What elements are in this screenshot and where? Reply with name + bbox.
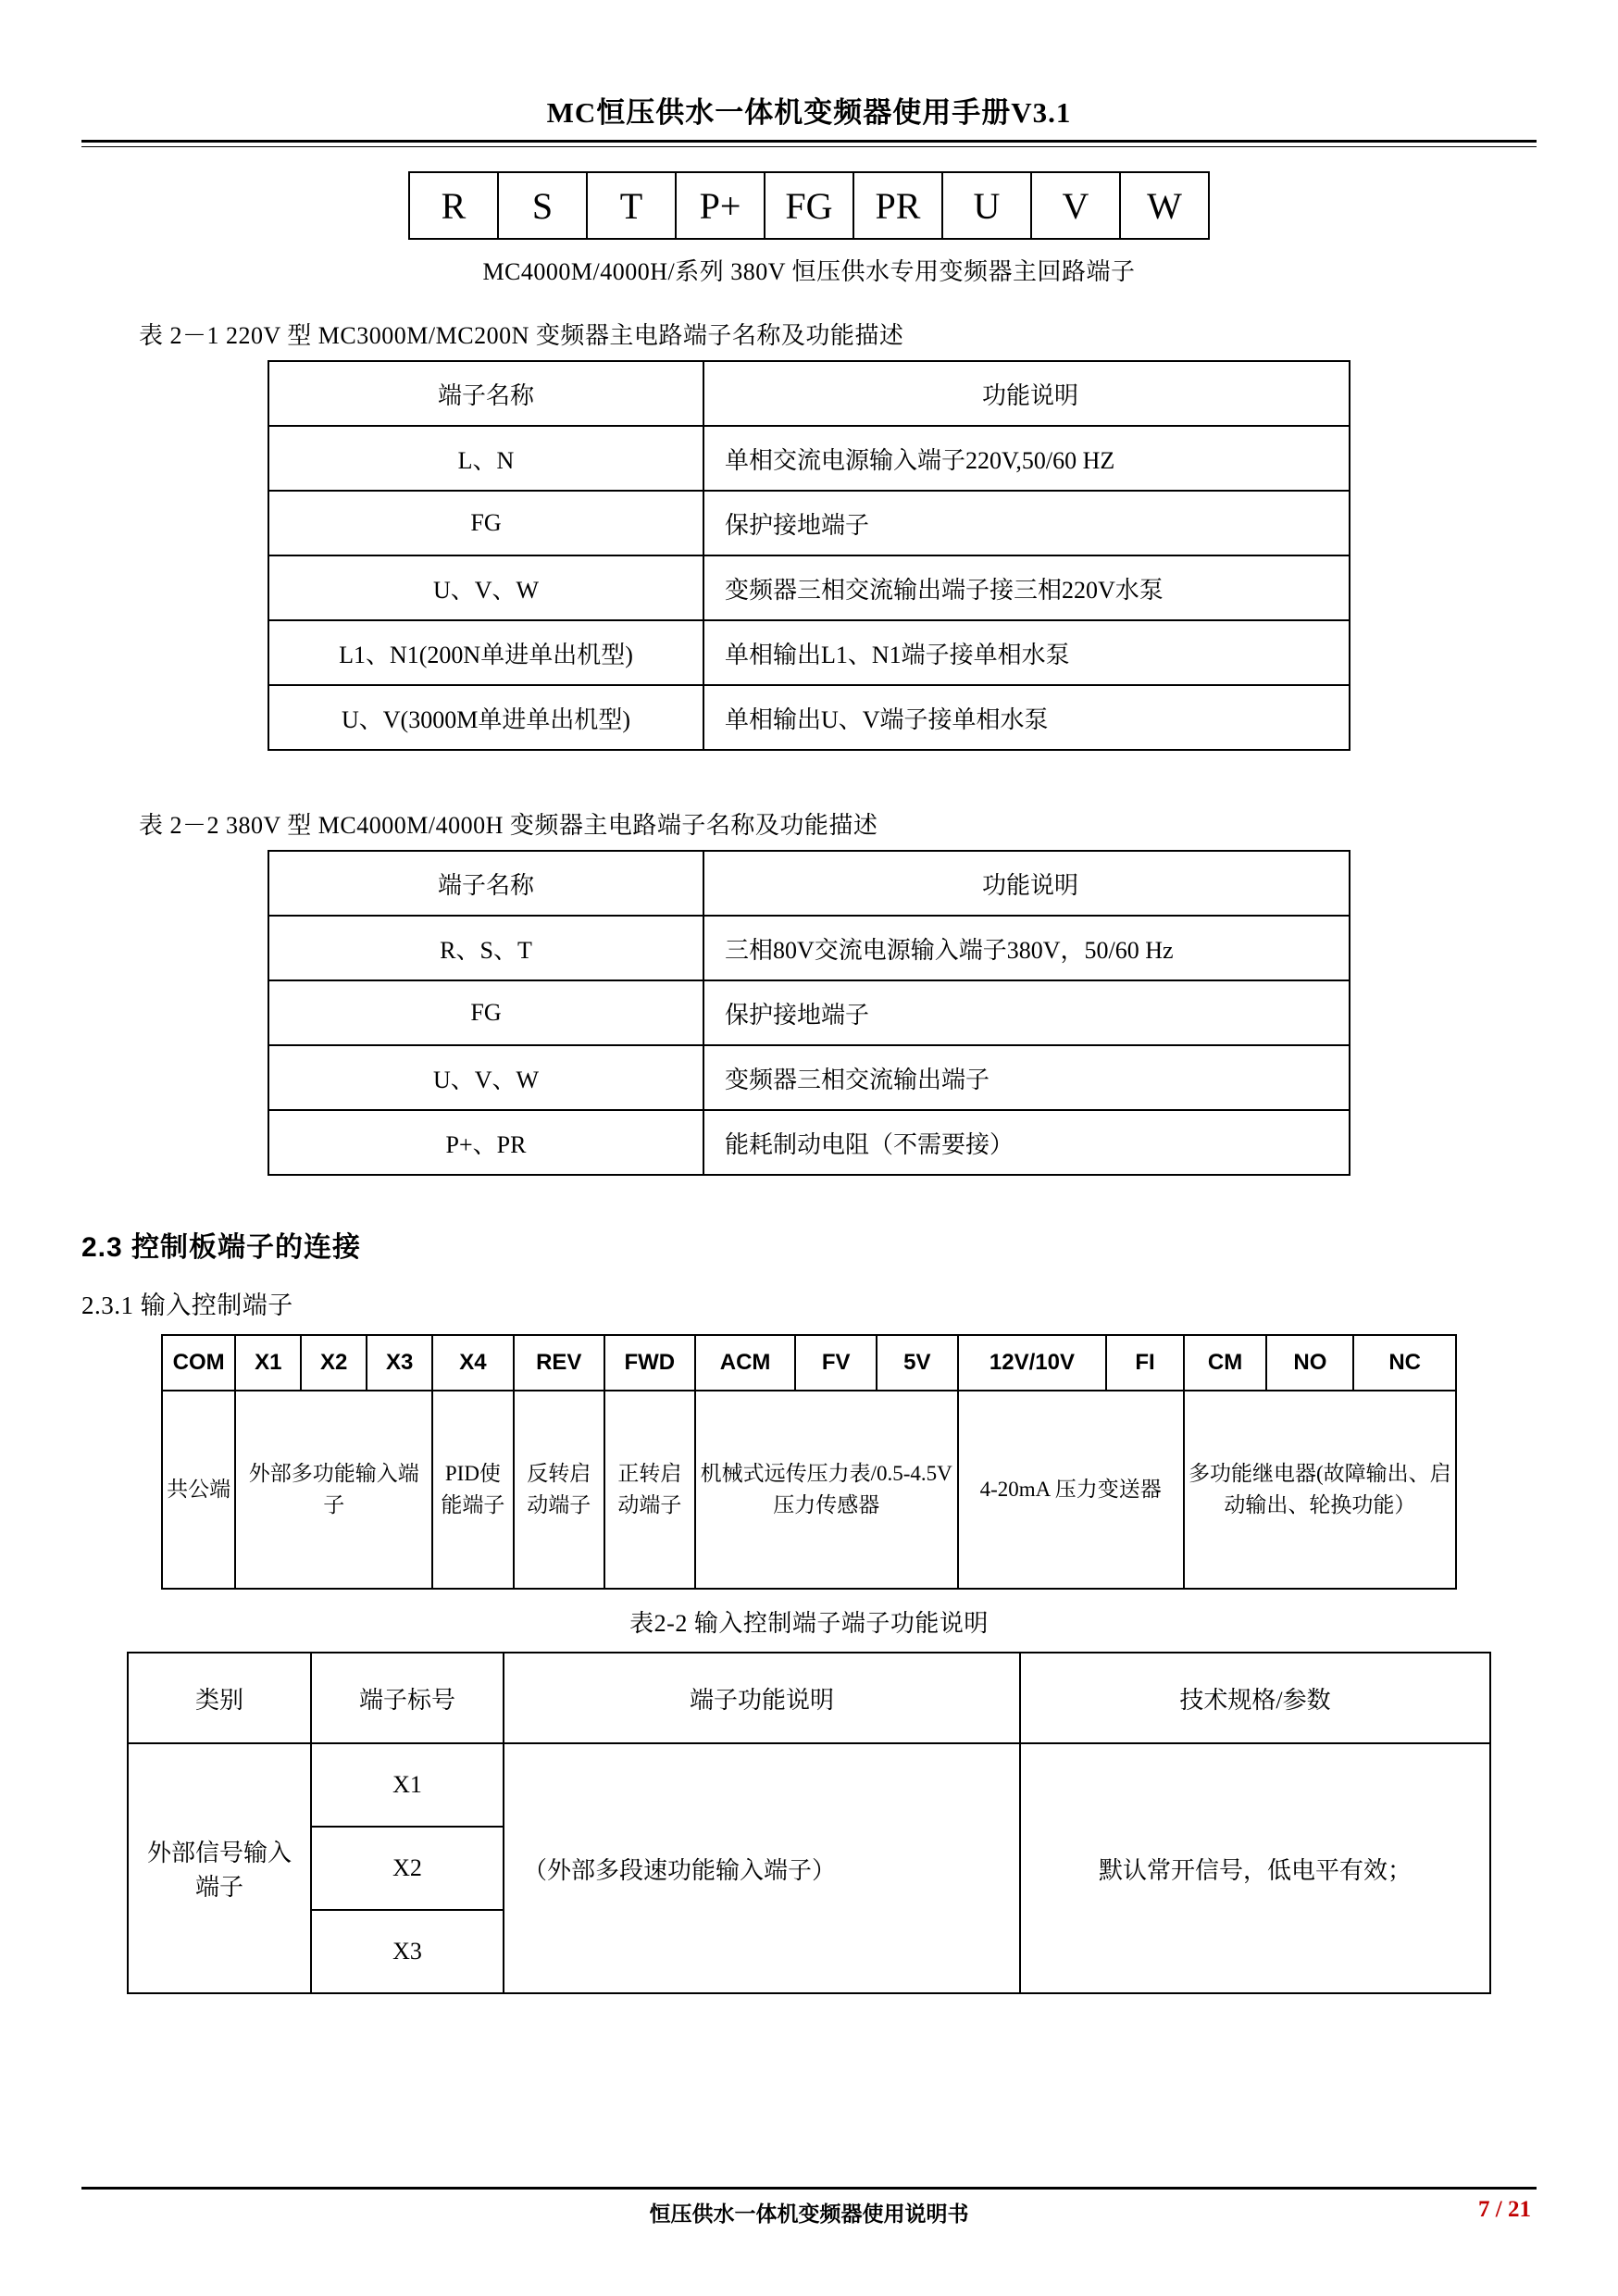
- table-row: [268, 1045, 1350, 1110]
- table-row: [268, 555, 1350, 620]
- table-row: [268, 1110, 1350, 1175]
- table-2-2-main: [268, 850, 1350, 1176]
- table-cell-function: 三相80V交流电源输入端子380V，50/60 Hz: [703, 916, 1350, 980]
- table-header-category: 类别: [128, 1653, 311, 1743]
- table-header-cell: 端子名称: [268, 361, 703, 426]
- terminal-cell: P+: [676, 172, 765, 239]
- terminal-strip-row: [409, 172, 1209, 239]
- io-header-rev: REV: [514, 1335, 604, 1391]
- table-header-spec: 技术规格/参数: [1020, 1653, 1490, 1743]
- table-header-cell: 功能说明: [703, 361, 1350, 426]
- terminal-cell: V: [1031, 172, 1120, 239]
- document-header-title: MC恒压供水一体机变频器使用手册V3.1: [546, 96, 1072, 129]
- terminal-cell: U: [942, 172, 1031, 239]
- io-header-nc: NC: [1353, 1335, 1456, 1391]
- io-header-fv: FV: [795, 1335, 877, 1391]
- input-terminal-table-caption: 表2-2 输入控制端子端子功能说明: [629, 1610, 989, 1637]
- io-header-5v: 5V: [877, 1335, 958, 1391]
- table-row: [268, 851, 1350, 916]
- terminal-function-table: [127, 1652, 1491, 1994]
- table-cell-function: 变频器三相交流输出端子接三相220V水泵: [703, 555, 1350, 620]
- table-row: [268, 620, 1350, 685]
- io-cell-pressure-desc: 机械式远传压力表/0.5-4.5V 压力传感器: [695, 1391, 958, 1589]
- io-cell-com-desc: 共公端: [162, 1391, 235, 1589]
- table-cell-function: 单相交流电源输入端子220V,50/60 HZ: [703, 426, 1350, 491]
- footer-divider: [81, 2187, 1537, 2190]
- terminal-cell: FG: [765, 172, 853, 239]
- table-row: [128, 1743, 1490, 1827]
- table-row: [268, 361, 1350, 426]
- table-cell-function: 能耗制动电阻（不需要接）: [703, 1110, 1350, 1175]
- table-header-cell: 端子名称: [268, 851, 703, 916]
- io-header-acm: ACM: [695, 1335, 796, 1391]
- table-cell-terminal: L、N: [268, 426, 703, 491]
- io-header-12v10v: 12V/10V: [958, 1335, 1107, 1391]
- table-row: [268, 685, 1350, 750]
- table-header-row: [128, 1653, 1490, 1743]
- io-cell-rev-desc: 反转启动端子: [514, 1391, 604, 1589]
- table-cell-terminal: P+、PR: [268, 1110, 703, 1175]
- subsection-heading-2-3-1: 2.3.1 输入控制端子: [81, 1292, 293, 1319]
- table-cell-terminal: FG: [268, 491, 703, 555]
- terminal-cell: PR: [853, 172, 942, 239]
- terminal-cell: R: [409, 172, 498, 239]
- page-number: 7 / 21: [1478, 2197, 1531, 2222]
- section-heading-2-3: 2.3 控制板端子的连接: [81, 1232, 362, 1263]
- terminal-cell: W: [1120, 172, 1209, 239]
- table-header-terminal-no: 端子标号: [311, 1653, 504, 1743]
- io-header-x3: X3: [367, 1335, 432, 1391]
- io-header-no: NO: [1266, 1335, 1353, 1391]
- table-row: [268, 426, 1350, 491]
- io-header-x4: X4: [432, 1335, 514, 1391]
- table-row: [268, 916, 1350, 980]
- table-cell-function: 单相输出L1、N1端子接单相水泵: [703, 620, 1350, 685]
- table-header-function: 端子功能说明: [504, 1653, 1020, 1743]
- table-cell-terminal-x3: X3: [311, 1910, 504, 1993]
- footer-row: [81, 2197, 1537, 2227]
- table-cell-spec: 默认常开信号，低电平有效；: [1020, 1743, 1490, 1993]
- table-2-1: [268, 360, 1350, 751]
- io-header-x2: X2: [301, 1335, 367, 1391]
- table-cell-function-desc: （外部多段速功能输入端子）: [504, 1743, 1020, 1993]
- table-2-2-title: 表 2－2 380V 型 MC4000M/4000H 变频器主电路端子名称及功能描述: [139, 812, 878, 839]
- header-divider: [81, 140, 1537, 147]
- io-cell-x-desc: 外部多功能输入端子: [235, 1391, 432, 1589]
- table-cell-terminal: U、V、W: [268, 1045, 703, 1110]
- terminal-strip-table: [408, 171, 1210, 240]
- table-header-cell: 功能说明: [703, 851, 1350, 916]
- terminal-cell: T: [587, 172, 676, 239]
- table-cell-terminal: FG: [268, 980, 703, 1045]
- page-content: [81, 89, 1537, 2207]
- io-cell-relay-desc: 多功能继电器(故障输出、启动输出、轮换功能）: [1184, 1391, 1456, 1589]
- table-row: [268, 491, 1350, 555]
- table-cell-terminal: L1、N1(200N单进单出机型): [268, 620, 703, 685]
- table-cell-terminal: U、V、W: [268, 555, 703, 620]
- io-cell-x4-desc: PID使能端子: [432, 1391, 514, 1589]
- table-cell-terminal-x1: X1: [311, 1743, 504, 1827]
- io-header-x1: X1: [235, 1335, 301, 1391]
- table-cell-function: 保护接地端子: [703, 980, 1350, 1045]
- io-cell-transmitter-desc: 4-20mA 压力变送器: [958, 1391, 1184, 1589]
- io-header-fwd: FWD: [604, 1335, 695, 1391]
- table-cell-function: 保护接地端子: [703, 491, 1350, 555]
- table-cell-function: 变频器三相交流输出端子: [703, 1045, 1350, 1110]
- table-row: [162, 1391, 1456, 1589]
- footer-text: 恒压供水一体机变频器使用说明书: [649, 2202, 969, 2226]
- table-cell-category: 外部信号输入端子: [128, 1743, 311, 1993]
- table-cell-terminal: U、V(3000M单进单出机型): [268, 685, 703, 750]
- io-header-fi: FI: [1106, 1335, 1183, 1391]
- table-header-row: [162, 1335, 1456, 1391]
- io-cell-fwd-desc: 正转启动端子: [604, 1391, 695, 1589]
- input-terminal-table: [161, 1334, 1457, 1590]
- table-cell-terminal: R、S、T: [268, 916, 703, 980]
- table-cell-function: 单相输出U、V端子接单相水泵: [703, 685, 1350, 750]
- table-row: [268, 980, 1350, 1045]
- page-footer: [81, 2187, 1537, 2227]
- table-2-1-title: 表 2－1 220V 型 MC3000M/MC200N 变频器主电路端子名称及功能描述: [139, 322, 904, 349]
- table-cell-terminal-x2: X2: [311, 1827, 504, 1910]
- io-header-com: COM: [162, 1335, 235, 1391]
- io-header-cm: CM: [1184, 1335, 1267, 1391]
- terminal-strip-wrapper: [81, 171, 1537, 240]
- terminal-strip-caption: MC4000M/4000H/系列 380V 恒压供水专用变频器主回路端子: [482, 258, 1136, 285]
- terminal-cell: S: [498, 172, 587, 239]
